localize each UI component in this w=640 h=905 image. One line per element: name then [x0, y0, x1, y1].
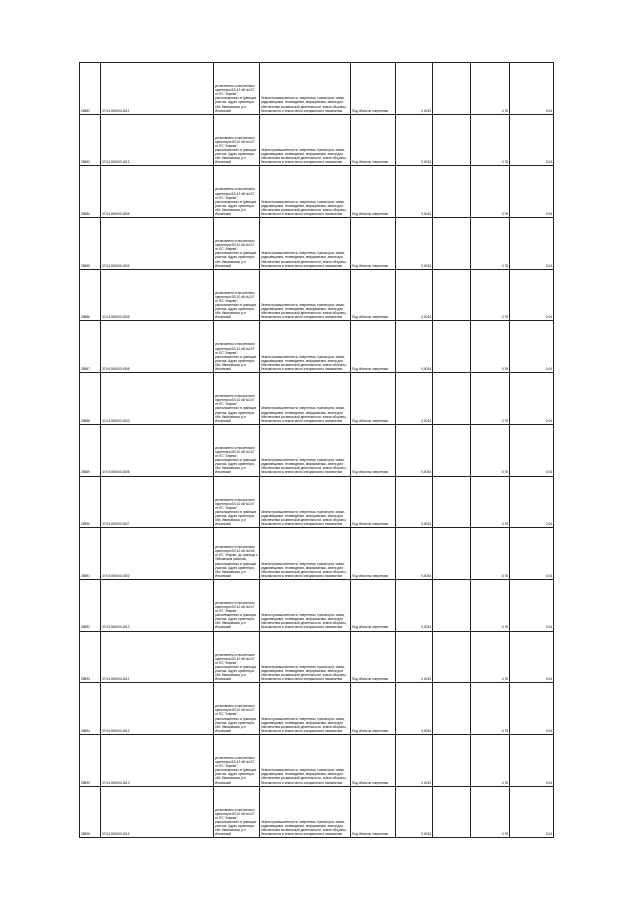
row-number: 28593 — [80, 631, 101, 683]
value-column-1: 0,78 — [471, 631, 510, 683]
location-description: установлено относительно ориентира ВЛ-10 кВ №107 от ПС "Ануево", расположенного в границах участка. Адрес ориентира: обл. Ивановская, р-н Ильинский — [214, 218, 260, 270]
value-column-2: 0,04 — [510, 321, 554, 373]
share-value — [433, 269, 471, 321]
value-column-2: 0,04 — [510, 373, 554, 425]
permitted-use: Под объекты энергетики — [351, 218, 396, 270]
share-value — [433, 579, 471, 631]
value-column-2: 0,04 — [510, 218, 554, 270]
area-value: 0,0034 — [396, 269, 433, 321]
table-row — [80, 424, 554, 476]
location-description: установлено относительно ориентира ВЛ-10 кВ №106 от ПС "Ануево" до границы с Тейковским районом, расположенного в границах участка. Адрес ориентира: обл. Ивановская, р-н Ильинский — [214, 528, 260, 580]
cadastral-number: 37:04:000000:1609 — [101, 166, 214, 218]
area-value: 0,0034 — [396, 166, 433, 218]
share-value — [433, 424, 471, 476]
permitted-use: Под объекты энергетики — [351, 528, 396, 580]
land-category: Земли промышленности, энергетики, транспорта, связи, радиовещания, телевидения, информатики, земли для обеспечения космической деятельности, земли обороны, безопасности и земли иного специального назначения — [260, 579, 351, 631]
location-description: установлено относительно ориентира ВЛ-10 кВ №107 от ПС "Ануево", расположенного в границах участка. Адрес ориентира: обл. Ивановская, р-н Ильинский — [214, 114, 260, 166]
permitted-use: Под объекты энергетики — [351, 786, 396, 838]
row-number: 28590 — [80, 476, 101, 528]
cadastral-number: 37:04:000000:1610 — [101, 579, 214, 631]
table-row — [80, 476, 554, 528]
location-description: установлено относительно ориентира ВЛ-10 кВ №107 от ПС "Ануево", расположенного в границах участка. Адрес ориентира: обл. Ивановская, р-н Ильинский — [214, 166, 260, 218]
permitted-use: Под объекты энергетики — [351, 269, 396, 321]
table-row — [80, 321, 554, 373]
table-row — [80, 373, 554, 425]
share-value — [433, 373, 471, 425]
land-category: Земли промышленности, энергетики, транспорта, связи, радиовещания, телевидения, информатики, земли для обеспечения космической деятельности, земли обороны, безопасности и земли иного специального назначения — [260, 528, 351, 580]
value-column-1: 0,78 — [471, 114, 510, 166]
value-column-1: 0,78 — [471, 166, 510, 218]
cadastral-number: 37:04:000000:1614 — [101, 786, 214, 838]
permitted-use: Под объекты энергетики — [351, 424, 396, 476]
cadastral-number: 37:04:000000:1607 — [101, 476, 214, 528]
location-description: установлено относительно ориентира ВЛ-10 кВ №107 от ПС "Ануево", расположенного в границах участка. Адрес ориентира: обл. Ивановская, р-н Ильинский — [214, 786, 260, 838]
row-number: 28582 — [80, 63, 101, 115]
row-number: 28591 — [80, 528, 101, 580]
location-description: установлено относительно ориентира ВЛ-10 кВ №107 от ПС "Ануево", расположенного в границах участка. Адрес ориентира: обл. Ивановская, р-н Ильинский — [214, 476, 260, 528]
location-description: установлено относительно ориентира ВЛ-10 кВ №107 от ПС "Ануево", расположенного в границах участка. Адрес ориентира: обл. Ивановская, р-н Ильинский — [214, 734, 260, 786]
cadastral-number: 37:04:000000:1602 — [101, 528, 214, 580]
value-column-1: 0,78 — [471, 63, 510, 115]
land-category: Земли промышленности, энергетики, транспорта, связи, радиовещания, телевидения, информатики, земли для обеспечения космической деятельности, земли обороны, безопасности и земли иного специального назначения — [260, 321, 351, 373]
row-number: 28585 — [80, 218, 101, 270]
land-category: Земли промышленности, энергетики, транспорта, связи, радиовещания, телевидения, информатики, земли для обеспечения космической деятельности, земли обороны, безопасности и земли иного специального назначения — [260, 63, 351, 115]
value-column-2: 0,04 — [510, 166, 554, 218]
row-number: 28586 — [80, 269, 101, 321]
row-number: 28587 — [80, 321, 101, 373]
value-column-1: 0,78 — [471, 528, 510, 580]
value-column-2: 0,04 — [510, 683, 554, 735]
share-value — [433, 166, 471, 218]
location-description: установлено относительно ориентира ВЛ-10 кВ №107 от ПС "Ануево", расположенного в границах участка. Адрес ориентира: обл. Ивановская, р-н Ильинский — [214, 631, 260, 683]
area-value: 0,0034 — [396, 218, 433, 270]
value-column-1: 0,78 — [471, 321, 510, 373]
value-column-2: 0,04 — [510, 114, 554, 166]
table-row — [80, 218, 554, 270]
area-value: 0,0034 — [396, 114, 433, 166]
share-value — [433, 786, 471, 838]
area-value: 0,0034 — [396, 631, 433, 683]
land-category: Земли промышленности, энергетики, транспорта, связи, радиовещания, телевидения, информатики, земли для обеспечения космической деятельности, земли обороны, безопасности и земли иного специального назначения — [260, 424, 351, 476]
area-value: 0,0034 — [396, 424, 433, 476]
cadastral-number: 37:04:000000:1611 — [101, 63, 214, 115]
share-value — [433, 528, 471, 580]
share-value — [433, 476, 471, 528]
land-category: Земли промышленности, энергетики, транспорта, связи, радиовещания, телевидения, информатики, земли для обеспечения космической деятельности, земли обороны, безопасности и земли иного специального назначения — [260, 166, 351, 218]
location-description: установлено относительно ориентира ВЛ-10 кВ №107 от ПС "Ануево", расположенного в границах участка. Адрес ориентира: обл. Ивановская, р-н Ильинский — [214, 373, 260, 425]
area-value: 0,0034 — [396, 683, 433, 735]
permitted-use: Под объекты энергетики — [351, 734, 396, 786]
permitted-use: Под объекты энергетики — [351, 373, 396, 425]
area-value: 0,0034 — [396, 63, 433, 115]
row-number: 28594 — [80, 683, 101, 735]
row-number: 28589 — [80, 424, 101, 476]
location-description: установлено относительно ориентира ВЛ-10 кВ №107 от ПС "Ануево", расположенного в границах участка. Адрес ориентира: обл. Ивановская, р-н Ильинский — [214, 424, 260, 476]
area-value: 0,0034 — [396, 528, 433, 580]
table-row — [80, 166, 554, 218]
location-description: установлено относительно ориентира ВЛ-10 кВ №107 от ПС "Ануево", расположенного в границах участка. Адрес ориентира: обл. Ивановская, р-н Ильинский — [214, 321, 260, 373]
permitted-use: Под объекты энергетики — [351, 114, 396, 166]
cadastral-number: 37:04:000000:1612 — [101, 683, 214, 735]
cadastral-number: 37:04:000000:1612 — [101, 114, 214, 166]
table-row — [80, 631, 554, 683]
table-row — [80, 63, 554, 115]
value-column-1: 0,78 — [471, 579, 510, 631]
share-value — [433, 114, 471, 166]
table-row — [80, 683, 554, 735]
cadastral-number: 37:04:000000:1606 — [101, 424, 214, 476]
value-column-1: 0,78 — [471, 373, 510, 425]
value-column-2: 0,04 — [510, 269, 554, 321]
permitted-use: Под объекты энергетики — [351, 683, 396, 735]
permitted-use: Под объекты энергетики — [351, 579, 396, 631]
share-value — [433, 631, 471, 683]
location-description: установлено относительно ориентира ВЛ-10 кВ №107 от ПС "Ануево", расположенного в границах участка. Адрес ориентира: обл. Ивановская, р-н Ильинский — [214, 579, 260, 631]
location-description: установлено относительно ориентира ВЛ-10 кВ №107 от ПС "Ануево", расположенного в границах участка. Адрес ориентира: обл. Ивановская, р-н Ильинский — [214, 269, 260, 321]
value-column-2: 0,04 — [510, 734, 554, 786]
value-column-2: 0,04 — [510, 63, 554, 115]
area-value: 0,0034 — [396, 373, 433, 425]
value-column-2: 0,04 — [510, 528, 554, 580]
share-value — [433, 218, 471, 270]
value-column-1: 0,78 — [471, 683, 510, 735]
land-category: Земли промышленности, энергетики, транспорта, связи, радиовещания, телевидения, информатики, земли для обеспечения космической деятельности, земли обороны, безопасности и земли иного специального назначения — [260, 114, 351, 166]
value-column-1: 0,78 — [471, 218, 510, 270]
row-number: 28583 — [80, 114, 101, 166]
land-category: Земли промышленности, энергетики, транспорта, связи, радиовещания, телевидения, информатики, земли для обеспечения космической деятельности, земли обороны, безопасности и земли иного специального назначения — [260, 218, 351, 270]
table-body — [80, 63, 554, 838]
location-description: установлено относительно ориентира ВЛ-10 кВ №107 от ПС "Ануево", расположенного в границах участка. Адрес ориентира: обл. Ивановская, р-н Ильинский — [214, 63, 260, 115]
area-value: 0,0034 — [396, 786, 433, 838]
land-category: Земли промышленности, энергетики, транспорта, связи, радиовещания, телевидения, информатики, земли для обеспечения космической деятельности, земли обороны, безопасности и земли иного специального назначения — [260, 734, 351, 786]
land-category: Земли промышленности, энергетики, транспорта, связи, радиовещания, телевидения, информатики, земли для обеспечения космической деятельности, земли обороны, безопасности и земли иного специального назначения — [260, 683, 351, 735]
row-number: 28588 — [80, 373, 101, 425]
value-column-1: 0,78 — [471, 734, 510, 786]
area-value: 0,0034 — [396, 734, 433, 786]
share-value — [433, 683, 471, 735]
cadastral-number: 37:04:000000:1598 — [101, 321, 214, 373]
permitted-use: Под объекты энергетики — [351, 321, 396, 373]
land-category: Земли промышленности, энергетики, транспорта, связи, радиовещания, телевидения, информатики, земли для обеспечения космической деятельности, земли обороны, безопасности и земли иного специального назначения — [260, 269, 351, 321]
area-value: 0,0034 — [396, 321, 433, 373]
table-row — [80, 528, 554, 580]
table-row — [80, 579, 554, 631]
permitted-use: Под объекты энергетики — [351, 631, 396, 683]
value-column-2: 0,04 — [510, 631, 554, 683]
value-column-2: 0,04 — [510, 786, 554, 838]
cadastral-number: 37:04:000000:1611 — [101, 631, 214, 683]
cadastral-number: 37:04:000000:1604 — [101, 218, 214, 270]
row-number: 28584 — [80, 166, 101, 218]
row-number: 28596 — [80, 786, 101, 838]
table-row — [80, 734, 554, 786]
value-column-1: 0,78 — [471, 269, 510, 321]
land-category: Земли промышленности, энергетики, транспорта, связи, радиовещания, телевидения, информатики, земли для обеспечения космической деятельности, земли обороны, безопасности и земли иного специального назначения — [260, 631, 351, 683]
share-value — [433, 321, 471, 373]
value-column-2: 0,04 — [510, 424, 554, 476]
location-description: установлено относительно ориентира ВЛ-10 кВ №107 от ПС "Ануево", расположенного в границах участка. Адрес ориентира: обл. Ивановская, р-н Ильинский — [214, 683, 260, 735]
table-row — [80, 114, 554, 166]
cadastral-number: 37:04:000000:1603 — [101, 373, 214, 425]
row-number: 28592 — [80, 579, 101, 631]
land-category: Земли промышленности, энергетики, транспорта, связи, радиовещания, телевидения, информатики, земли для обеспечения космической деятельности, земли обороны, безопасности и земли иного специального назначения — [260, 373, 351, 425]
cadastral-number: 37:04:000000:1605 — [101, 269, 214, 321]
permitted-use: Под объекты энергетики — [351, 166, 396, 218]
value-column-2: 0,04 — [510, 476, 554, 528]
land-category: Земли промышленности, энергетики, транспорта, связи, радиовещания, телевидения, информатики, земли для обеспечения космической деятельности, земли обороны, безопасности и земли иного специального назначения — [260, 786, 351, 838]
permitted-use: Под объекты энергетики — [351, 476, 396, 528]
area-value: 0,0034 — [396, 476, 433, 528]
land-plots-table — [79, 62, 554, 838]
value-column-2: 0,04 — [510, 579, 554, 631]
land-category: Земли промышленности, энергетики, транспорта, связи, радиовещания, телевидения, информатики, земли для обеспечения космической деятельности, земли обороны, безопасности и земли иного специального назначения — [260, 476, 351, 528]
share-value — [433, 63, 471, 115]
table-row — [80, 269, 554, 321]
permitted-use: Под объекты энергетики — [351, 63, 396, 115]
value-column-1: 0,78 — [471, 476, 510, 528]
cadastral-number: 37:04:000000:1613 — [101, 734, 214, 786]
value-column-1: 0,78 — [471, 786, 510, 838]
row-number: 28595 — [80, 734, 101, 786]
value-column-1: 0,78 — [471, 424, 510, 476]
area-value: 0,0034 — [396, 579, 433, 631]
share-value — [433, 734, 471, 786]
table-row — [80, 786, 554, 838]
